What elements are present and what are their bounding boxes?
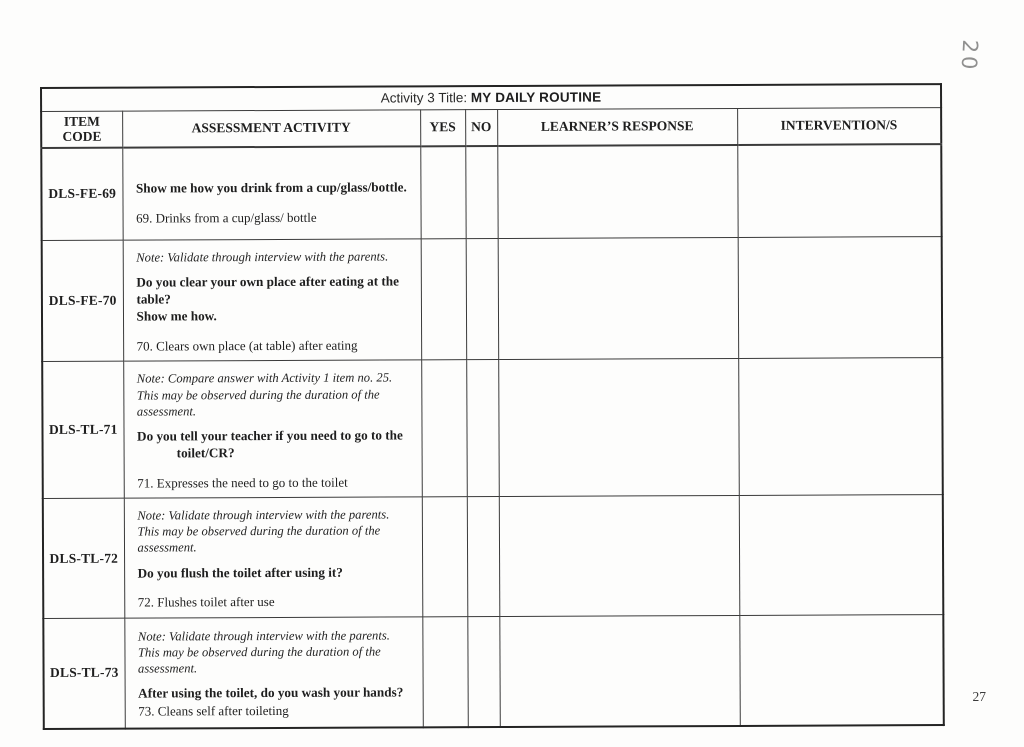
no-checkbox-cell [467,617,499,727]
assessment-question: Show me how you drink from a cup/glass/bottle. [135,179,407,196]
learners-response-cell [499,615,739,726]
yes-checkbox-cell [420,146,465,239]
item-code: DLS-TL-71 [42,362,124,499]
column-header-no: NO [465,109,497,146]
yes-checkbox-cell [422,617,467,727]
learners-response-cell [499,496,740,617]
table-row [43,615,943,729]
assessment-question: After using the toilet, do you wash your hands? [138,684,404,701]
learners-response-cell [498,237,739,359]
learners-response-cell [498,359,739,497]
column-header-intervention: INTERVENTION/S [737,107,941,144]
yes-checkbox-cell [421,360,467,497]
table-row [42,237,943,362]
intervention-cell [737,144,941,238]
column-header-item-code: ITEM CODE [41,111,122,148]
column-header-yes: YES [420,109,465,146]
no-checkbox-cell [465,146,497,239]
item-code: DLS-FE-70 [42,240,124,362]
assessment-question: Do you flush the toilet after using it? [137,564,343,581]
assessment-activity-cell [122,146,420,240]
assessment-criterion: 70. Clears own place (at table) after eating [136,337,358,354]
assessment-question: Do you clear your own place after eating at the table? Show me how. [136,273,403,324]
activity-title-label: Activity 3 Title: [380,90,468,106]
assessment-activity-cell [123,360,422,498]
table-row [43,495,944,619]
assessment-criterion: 69. Drinks from a cup/glass/ bottle [136,209,317,226]
yes-checkbox-cell [421,239,467,361]
assessment-table [40,83,945,729]
validation-note: Note: Compare answer with Activity 1 item no. 25. This may be observed during the duration of the assessment. [136,370,393,419]
validation-note: Note: Validate through interview with the parents. This may be observed during the duration of the assessment. [137,628,390,676]
no-checkbox-cell [466,239,499,361]
validation-note: Note: Validate through interview with the parents. This may be observed during the duration of the assessment. [137,507,390,555]
assessment-activity-cell [124,497,423,618]
validation-note: Note: Validate through interview with the parents. [136,249,389,265]
intervention-cell [738,237,943,359]
handwritten-mark: 20 [956,39,983,73]
yes-checkbox-cell [422,497,468,617]
assessment-criterion: 73. Cleans self after toileting [138,702,289,719]
intervention-cell [738,358,943,496]
intervention-cell [739,495,944,616]
assessment-criterion: 72. Flushes toilet after use [137,594,275,610]
intervention-cell [739,615,943,726]
column-header-learners-response: LEARNER’S RESPONSE [497,108,737,146]
column-header-assessment-activity: ASSESSMENT ACTIVITY [122,109,420,147]
no-checkbox-cell [467,497,500,617]
assessment-question: Do you tell your teacher if you need to go to the toilet/CR? [136,427,403,461]
assessment-activity-cell [124,617,422,728]
table-header-row [41,107,941,147]
table-row [42,358,943,499]
item-code: DLS-TL-72 [43,498,125,618]
page-number: 27 [972,689,986,704]
learners-response-cell [497,144,737,238]
no-checkbox-cell [466,360,499,497]
assessment-activity-cell [123,239,422,362]
item-code: DLS-FE-69 [41,147,122,240]
item-code: DLS-TL-73 [43,618,124,728]
activity-title-value: MY DAILY ROUTINE [470,89,602,106]
assessment-criterion: 71. Expresses the need to go to the toilet [137,474,348,491]
table-row [41,144,941,241]
